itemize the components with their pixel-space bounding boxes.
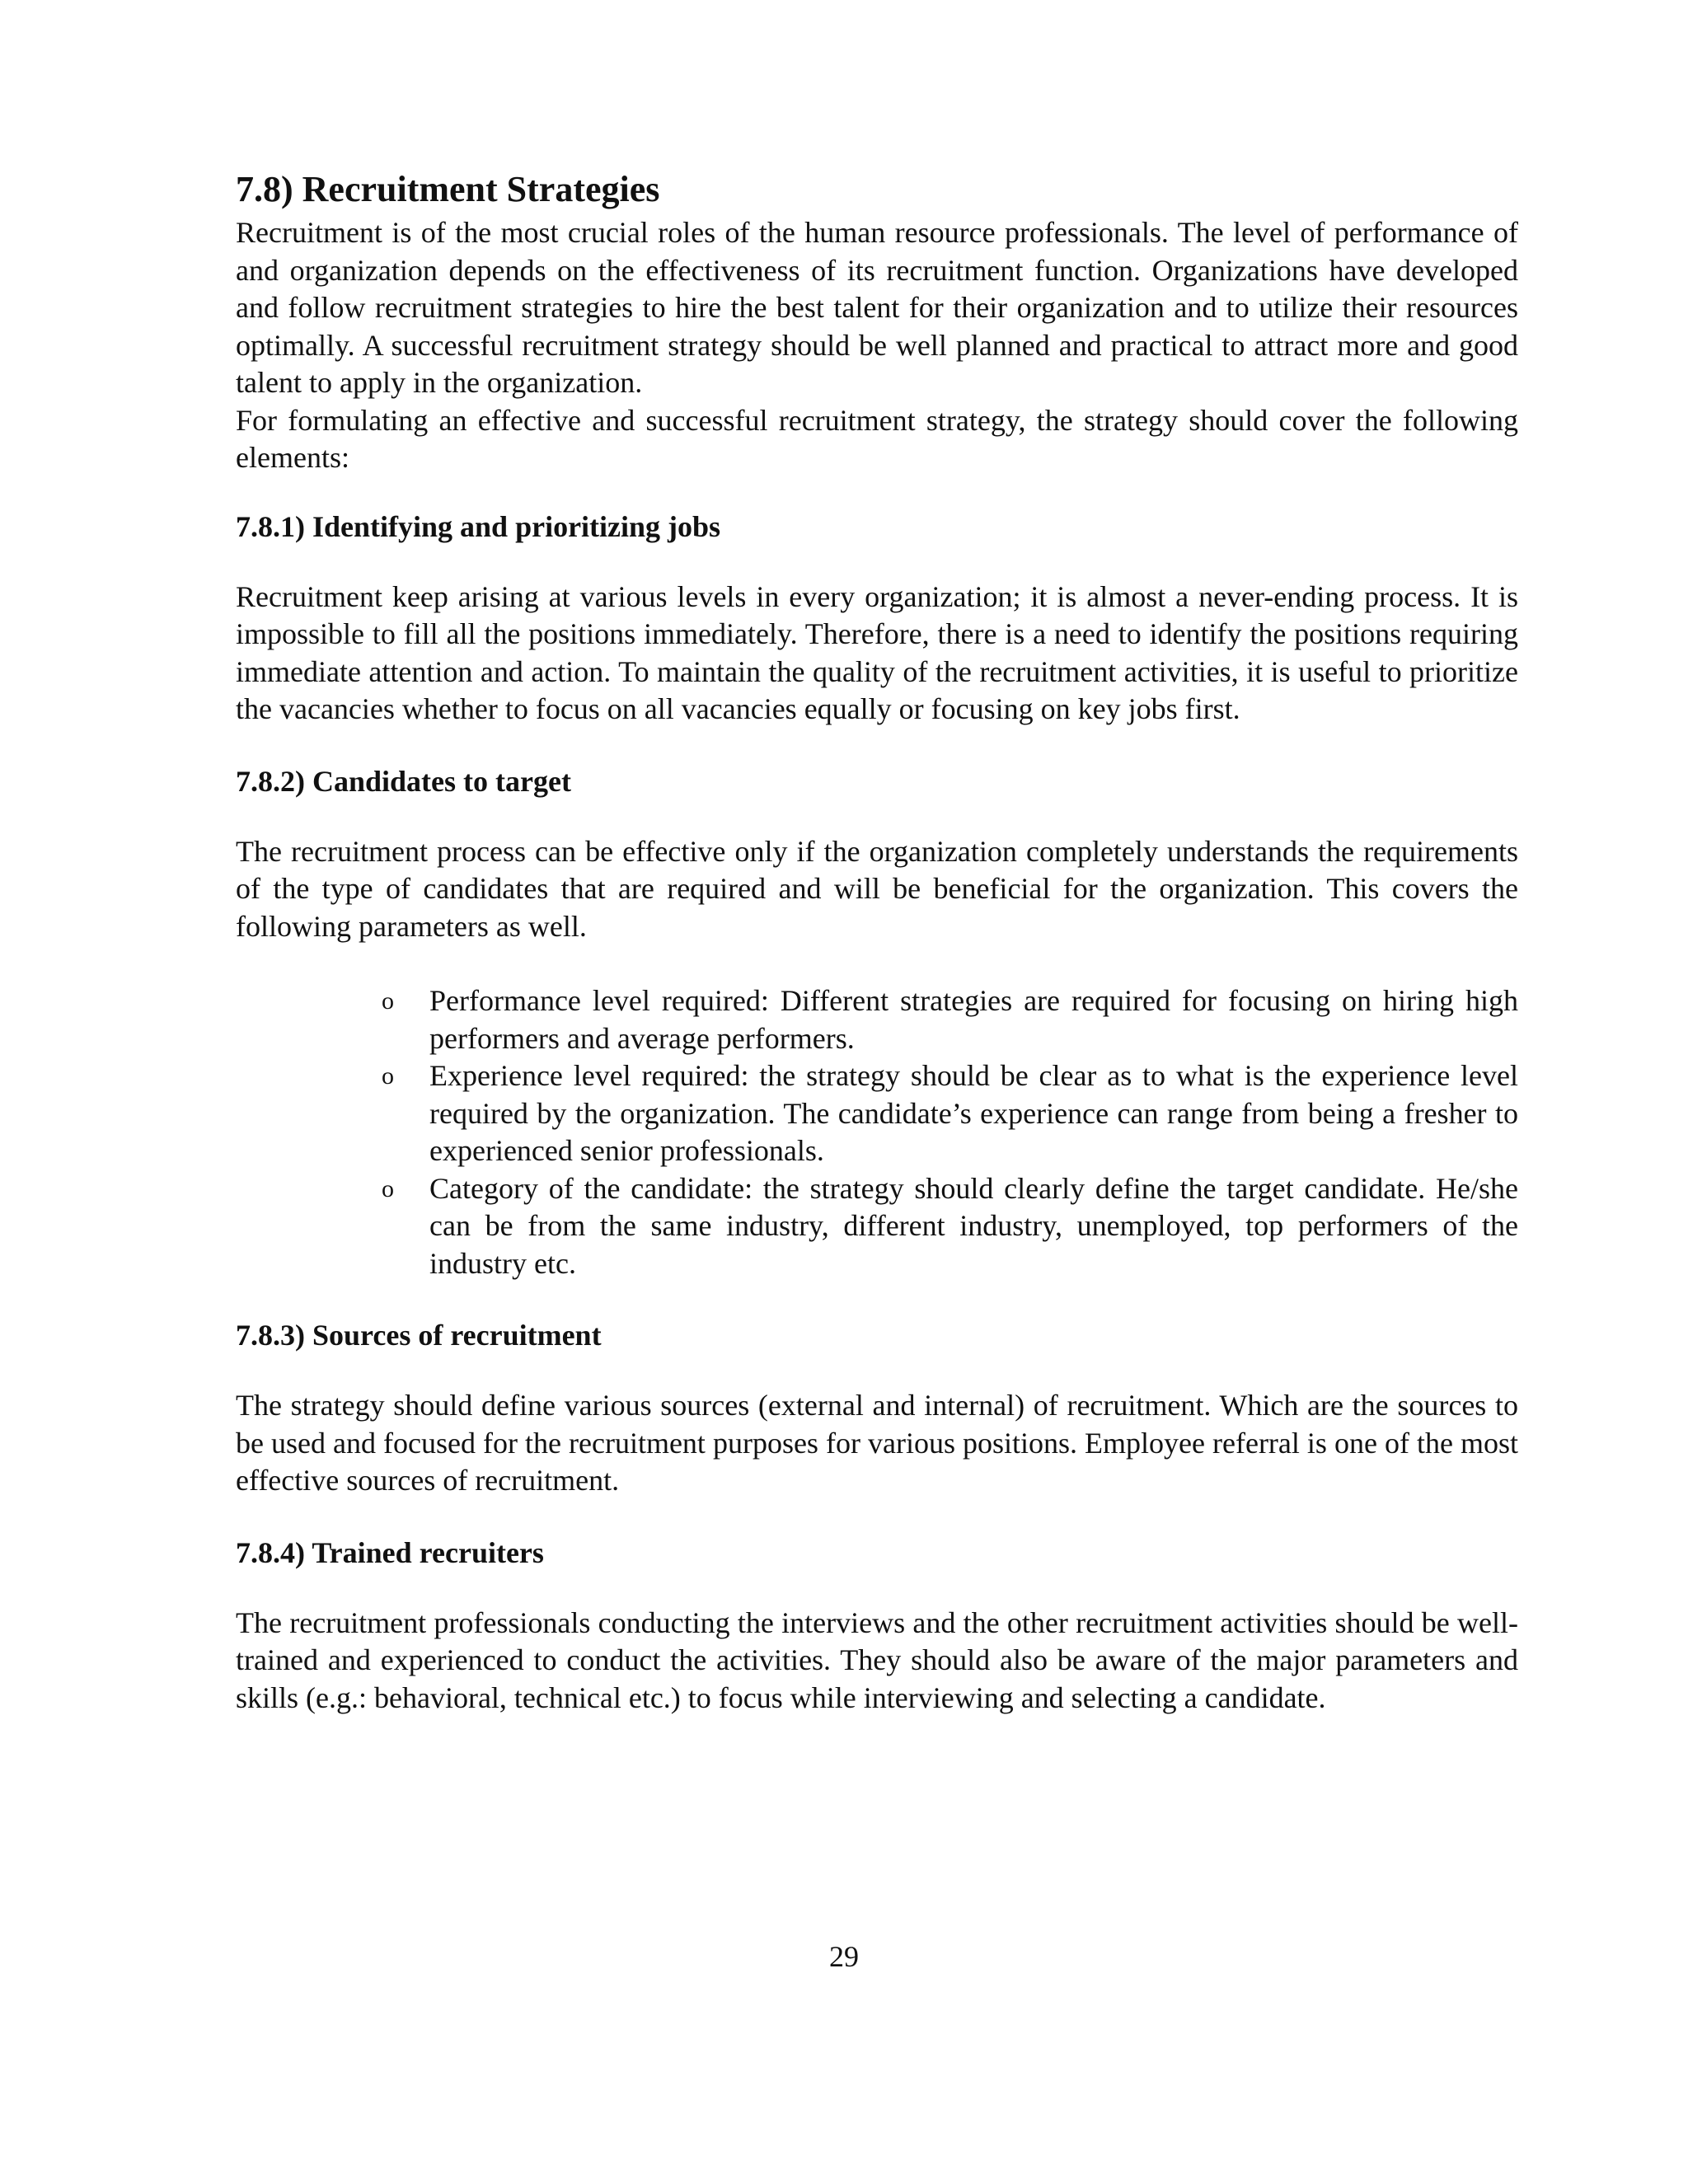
subsection-paragraph-7-8-1: Recruitment keep arising at various levels in every organization; it is almost a never-ending process. It is impossible to fill all the positions immediately. Therefore, there is a need to identify the positions requiring immediate attention and action. To maintain the quality of the recruitment activities, it is useful to prioritize the vacancies whether to focus on all vacancies equally or focusing on key jobs first.: [236, 579, 1518, 725]
list-item: [382, 1057, 1518, 1170]
intro-paragraph: For formulating an effective and successful recruitment strategy, the strategy should cover the following elements:: [236, 403, 1518, 474]
bullet-marker: o: [382, 1062, 394, 1090]
subsection-paragraph-7-8-3: The strategy should define various sources (external and internal) of recruitment. Which are the sources to be used and focused for the recruitment purposes for various positions. Employee referral is one of the most effective sources of recruitment.: [236, 1389, 1518, 1497]
section-title: 7.8) Recruitment Strategies: [236, 169, 660, 209]
page-number: 29: [829, 1940, 859, 1973]
subsection-heading-7-8-1: 7.8.1) Identifying and prioritizing jobs: [236, 509, 721, 543]
list-item: [382, 982, 1518, 1057]
subsection-heading-7-8-4: 7.8.4) Trained recruiters: [236, 1535, 544, 1569]
subsection-paragraph-7-8-2: The recruitment process can be effective only if the organization completely understands the requirements of the type of candidates that are required and will be beneficial for the organization. This covers the following parameters as well.: [236, 834, 1518, 943]
list-item-text: Performance level required: Different strategies are required for focusing on hiring high performers and average performers.: [429, 984, 1518, 1055]
page-content: [236, 165, 1518, 1717]
list-item-text: Category of the candidate: the strategy should clearly define the target candidate. He/she can be from the same industry, different industry, unemployed, top performers of the industry etc.: [429, 1171, 1518, 1280]
list-item: [382, 1170, 1518, 1283]
list-item-text: Experience level required: the strategy should be clear as to what is the experience level required by the organization. The candidate’s experience can range from being a fresher to experienced senior professionals.: [429, 1059, 1518, 1167]
bullet-marker: o: [382, 1174, 394, 1202]
subsection-heading-7-8-3: 7.8.3) Sources of recruitment: [236, 1319, 602, 1352]
candidate-parameters-list: [236, 982, 1518, 1282]
intro-paragraph: Recruitment is of the most crucial roles of the human resource professionals. The level of performance of and organization depends on the effectiveness of its recruitment function. Organizations have developed and follow recruitment strategies to hire the best talent for their organization and to utilize their resources optimally. A successful recruitment strategy should be well planned and practical to attract more and good talent to apply in the organization.: [236, 216, 1518, 399]
bullet-marker: o: [382, 987, 394, 1015]
subsection-heading-7-8-2: 7.8.2) Candidates to target: [236, 764, 571, 798]
subsection-paragraph-7-8-4: The recruitment professionals conducting the interviews and the other recruitment activities should be well-trained and experienced to conduct the activities. They should also be aware of the major parameters and skills (e.g.: behavioral, technical etc.) to focus while interviewing and selecting a candidate.: [236, 1605, 1518, 1714]
